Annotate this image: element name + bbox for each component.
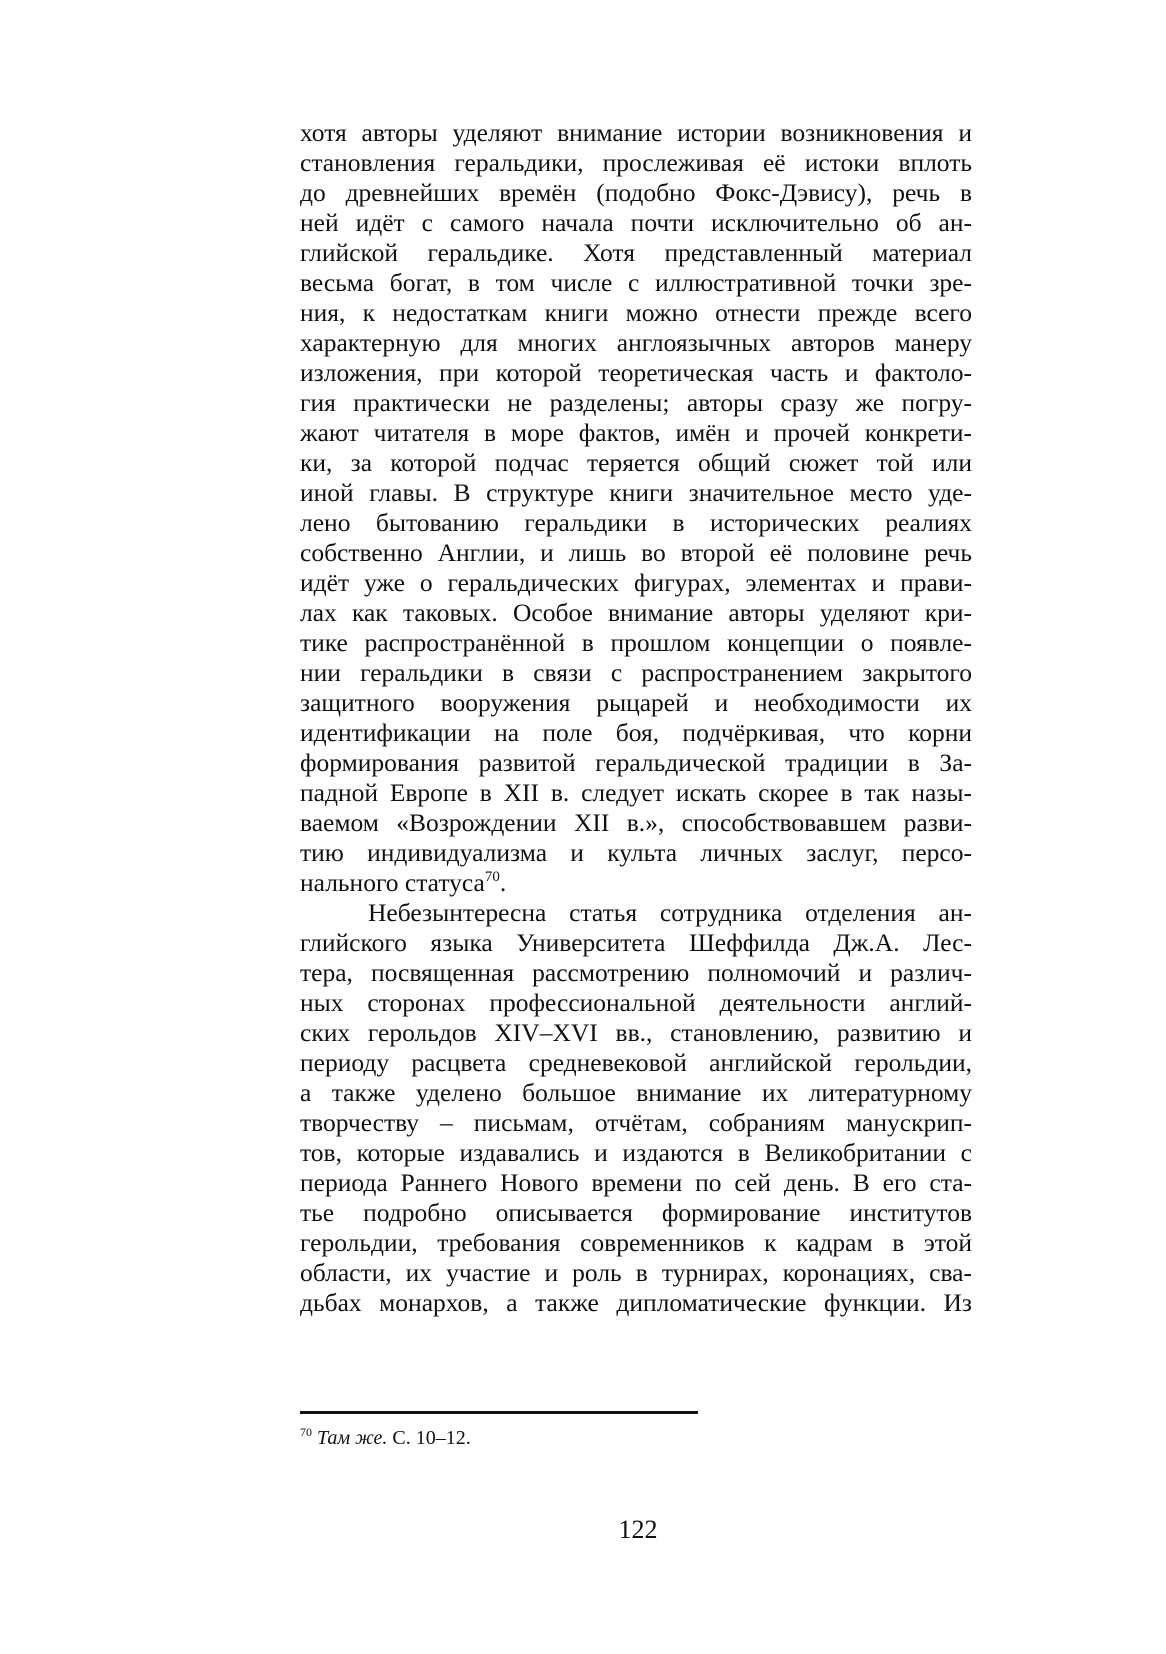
text-line: глийского языка Университета Шеффилда Дж.А. Лес- <box>300 928 972 957</box>
text-line: глийской геральдике. Хотя представленный материал <box>300 238 972 267</box>
text-line-last <box>300 868 972 898</box>
paragraph-start-line: Небезынтересна статья сотрудника отделения ан- <box>368 898 972 927</box>
text-line: идёт уже о геральдических фигурах, элементах и прави- <box>300 568 972 597</box>
text-line: собственно Англии, и лишь во второй её половине речь <box>300 538 972 567</box>
text-fragment: . <box>499 868 507 897</box>
text-line: хотя авторы уделяют внимание истории возникновения и <box>300 118 972 147</box>
text-fragment: нального статуса <box>300 868 485 897</box>
footnote-pages: С. 10–12. <box>387 1427 471 1449</box>
text-line: ния, к недостаткам книги можно отнести прежде всего <box>300 298 972 327</box>
footnote-ref[interactable]: 70 <box>484 869 500 885</box>
footnote-number: 70 <box>300 1425 312 1439</box>
text-line: ней идёт с самого начала почти исключительно об ан- <box>300 208 972 237</box>
text-line: иной главы. В структуре книги значительное место уде- <box>300 478 972 507</box>
text-line: становления геральдики, прослеживая её истоки вплоть <box>300 148 972 177</box>
main-text <box>300 118 972 1318</box>
text-line: ки, за которой подчас теряется общий сюжет той или <box>300 448 972 477</box>
text-line: ваемом «Возрождении XII в.», способствовавшем разви- <box>300 808 972 837</box>
text-line: лено бытованию геральдики в исторических реалиях <box>300 508 972 537</box>
text-line: изложения, при которой теоретическая часть и фактоло- <box>300 358 972 387</box>
text-line: характерную для многих англоязычных авторов манеру <box>300 328 972 357</box>
text-line: защитного вооружения рыцарей и необходимости их <box>300 688 972 717</box>
text-line: области, их участие и роль в турнирах, коронациях, сва- <box>300 1258 972 1287</box>
text-line: тике распространённой в прошлом концепции о появле- <box>300 628 972 657</box>
text-line: а также уделено большое внимание их литературному <box>300 1078 972 1107</box>
footnote <box>300 1426 471 1450</box>
text-line: гия практически не разделены; авторы сразу же погру- <box>300 388 972 417</box>
text-line: тера, посвященная рассмотрению полномочий и различ- <box>300 958 972 987</box>
footnote-source: Там же. <box>317 1427 388 1449</box>
text-line: до древнейших времён (подобно Фокс-Дэвису), речь в <box>300 178 972 207</box>
text-line: весьма богат, в том числе с иллюстративной точки зре- <box>300 268 972 297</box>
text-line: нии геральдики в связи с распространением закрытого <box>300 658 972 687</box>
text-line: ских герольдов XIV–XVI вв., становлению, развитию и <box>300 1018 972 1047</box>
text-line: периода Раннего Нового времени по сей день. В его ста- <box>300 1168 972 1197</box>
text-line: падной Европе в XII в. следует искать скорее в так назы- <box>300 778 972 807</box>
text-line: жают читателя в море фактов, имён и прочей конкрети- <box>300 418 972 447</box>
text-line: дьбах монархов, а также дипломатические функции. Из <box>300 1288 972 1317</box>
text-line: тье подробно описывается формирование институтов <box>300 1198 972 1227</box>
footnote-separator <box>300 1411 698 1414</box>
text-line: лах как таковых. Особое внимание авторы уделяют кри- <box>300 598 972 627</box>
text-line: тию индивидуализма и культа личных заслуг, персо- <box>300 838 972 867</box>
text-line: творчеству – письмам, отчётам, собраниям манускрип- <box>300 1108 972 1137</box>
text-line: герольдии, требования современников к кадрам в этой <box>300 1228 972 1257</box>
text-line: тов, которые издавались и издаются в Великобритании с <box>300 1138 972 1167</box>
text-line: периоду расцвета средневековой английской герольдии, <box>300 1048 972 1077</box>
page-number: 122 <box>618 1515 658 1544</box>
text-line: формирования развитой геральдической традиции в За- <box>300 748 972 777</box>
text-line: ных сторонах профессиональной деятельности англий- <box>300 988 972 1017</box>
text-line: идентификации на поле боя, подчёркивая, что корни <box>300 718 972 747</box>
